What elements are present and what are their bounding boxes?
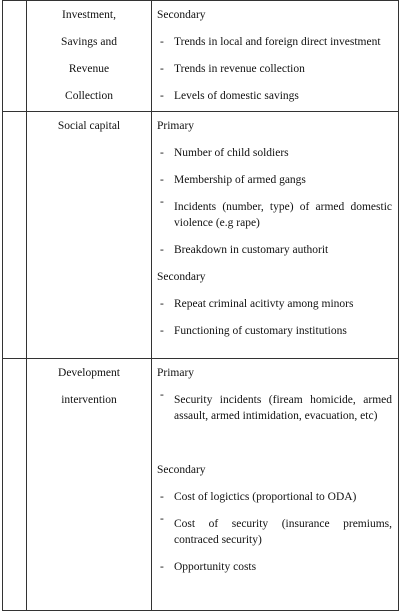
category-line: intervention (61, 394, 117, 406)
indicator-list (157, 484, 392, 581)
list-item: - Incidents (number, type) of armed domestic violence (e.g rape) (157, 194, 392, 237)
indicator-cell (152, 112, 399, 359)
group-heading: Secondary (157, 464, 206, 476)
indicator-list (157, 140, 392, 264)
group-heading: Secondary (157, 271, 206, 283)
blank-cell (3, 359, 27, 611)
indicator-list (157, 387, 392, 430)
blank-cell (3, 112, 27, 359)
indicator-list (157, 29, 392, 110)
list-item: - Cost of logictics (proportional to ODA) (157, 484, 392, 511)
list-item: - Number of child soldiers (157, 140, 392, 167)
table-row (3, 359, 399, 611)
table-row (3, 112, 399, 359)
group-heading: Primary (157, 367, 195, 379)
category-line: Collection (65, 90, 113, 102)
list-item: - Trends in local and foreign direct investment (157, 29, 392, 56)
category-line: Development (58, 367, 120, 379)
list-item: - Membership of armed gangs (157, 167, 392, 194)
indicator-table (2, 0, 399, 611)
category-cell (27, 112, 152, 359)
list-item: - Breakdown in customary authorit (157, 237, 392, 264)
list-item: - Security incidents (fiream homicide, armed assault, armed intimidation, evacuation, etc) (157, 387, 392, 430)
indicator-cell (152, 359, 399, 611)
blank-cell (3, 1, 27, 112)
category-line: Investment, (62, 9, 116, 21)
list-item: - Cost of security (insurance premiums, contraced security) (157, 511, 392, 554)
list-item: - Functioning of customary institutions (157, 318, 392, 345)
group-heading: Secondary (157, 9, 206, 21)
category-line: Social capital (57, 120, 121, 132)
category-cell (27, 1, 152, 112)
list-item: - Opportunity costs (157, 554, 392, 581)
list-item: - Levels of domestic savings (157, 83, 392, 110)
category-line: Revenue (68, 63, 110, 75)
list-item: - Repeat criminal acitivty among minors (157, 291, 392, 318)
table-row (3, 1, 399, 112)
group-heading: Primary (157, 120, 195, 132)
indicator-list (157, 291, 392, 345)
category-cell (27, 359, 152, 611)
category-line: Savings and (61, 36, 117, 48)
indicator-cell (152, 1, 399, 112)
list-item: - Trends in revenue collection (157, 56, 392, 83)
